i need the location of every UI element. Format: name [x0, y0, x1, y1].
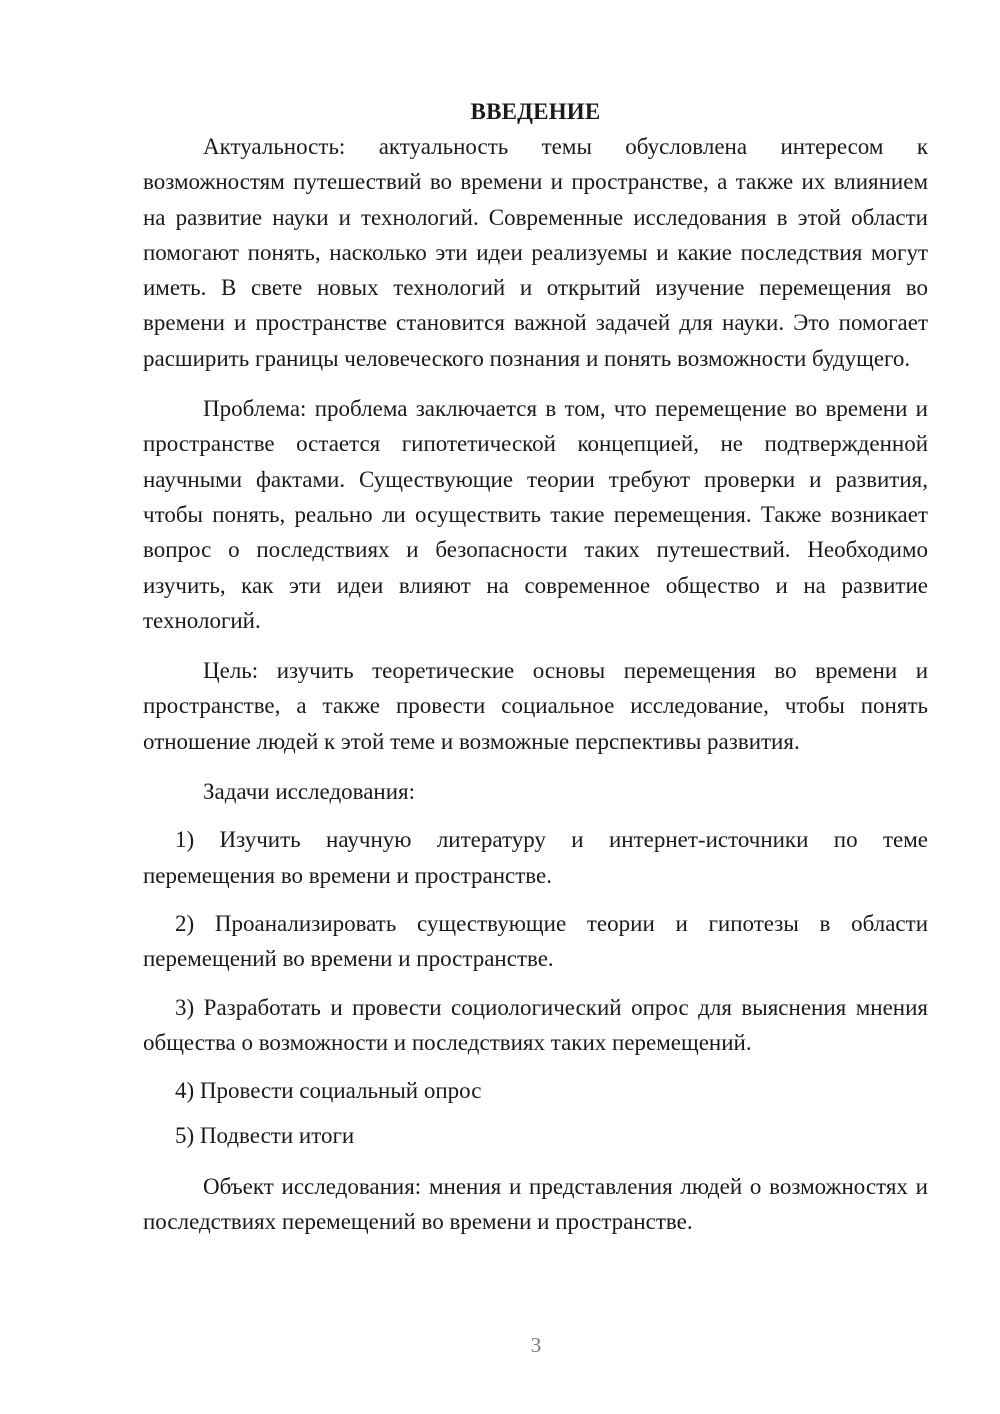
task-item-4: 4) Провести социальный опрос — [175, 1078, 482, 1104]
paragraph-relevance: Актуальность: актуальность темы обусловлена интересом к возможностям путешествий во времени и пространстве, а также их влиянием на развитие науки и технологий. Современные исследования в этой области помогают понять, насколько эти идеи реализуемы и какие последствия могут иметь. В свете новых технологий и открытий изучение перемещения во времени и пространстве становится важной задачей для науки. Это помогает расширить границы человеческого познания и понять возможности будущего. — [143, 134, 928, 371]
page-content — [143, 94, 928, 1239]
task-item-2: 2) Проанализировать существующие теории и гипотезы в области перемещений во времени и пространстве. — [143, 910, 928, 972]
page-number: 3 — [530, 1333, 542, 1357]
task-item-1: 1) Изучить научную литературу и интернет-источники по теме перемещения во времени и пространстве. — [143, 827, 928, 888]
paragraph-object: Объект исследования: мнения и представления людей о возможностях и последствиях перемещений во времени и пространстве. — [143, 1173, 928, 1235]
tasks-heading: Задачи исследования: — [203, 779, 416, 805]
task-item-3: 3) Разработать и провести социологический опрос для выяснения мнения общества о возможности и последствиях таких перемещений. — [143, 994, 928, 1055]
task-item-5: 5) Подвести итоги — [175, 1123, 355, 1149]
paragraph-problem: Проблема: проблема заключается в том, что перемещение во времени и пространстве остается гипотетической концепцией, не подтвержденной научными фактами. Существующие теории требуют проверки и развития, чтобы понять, реально ли осуществить такие перемещения. Также возникает вопрос о последствиях и безопасности таких путешествий. Необходимо изучить, как эти идеи влияют на современное общество и на развитие технологий. — [143, 396, 928, 633]
paragraph-goal: Цель: изучить теоретические основы перемещения во времени и пространстве, а также провести социальное исследование, чтобы понять отношение людей к этой теме и возможные перспективы развития. — [143, 658, 928, 754]
section-title: ВВЕДЕНИЕ — [470, 99, 601, 124]
